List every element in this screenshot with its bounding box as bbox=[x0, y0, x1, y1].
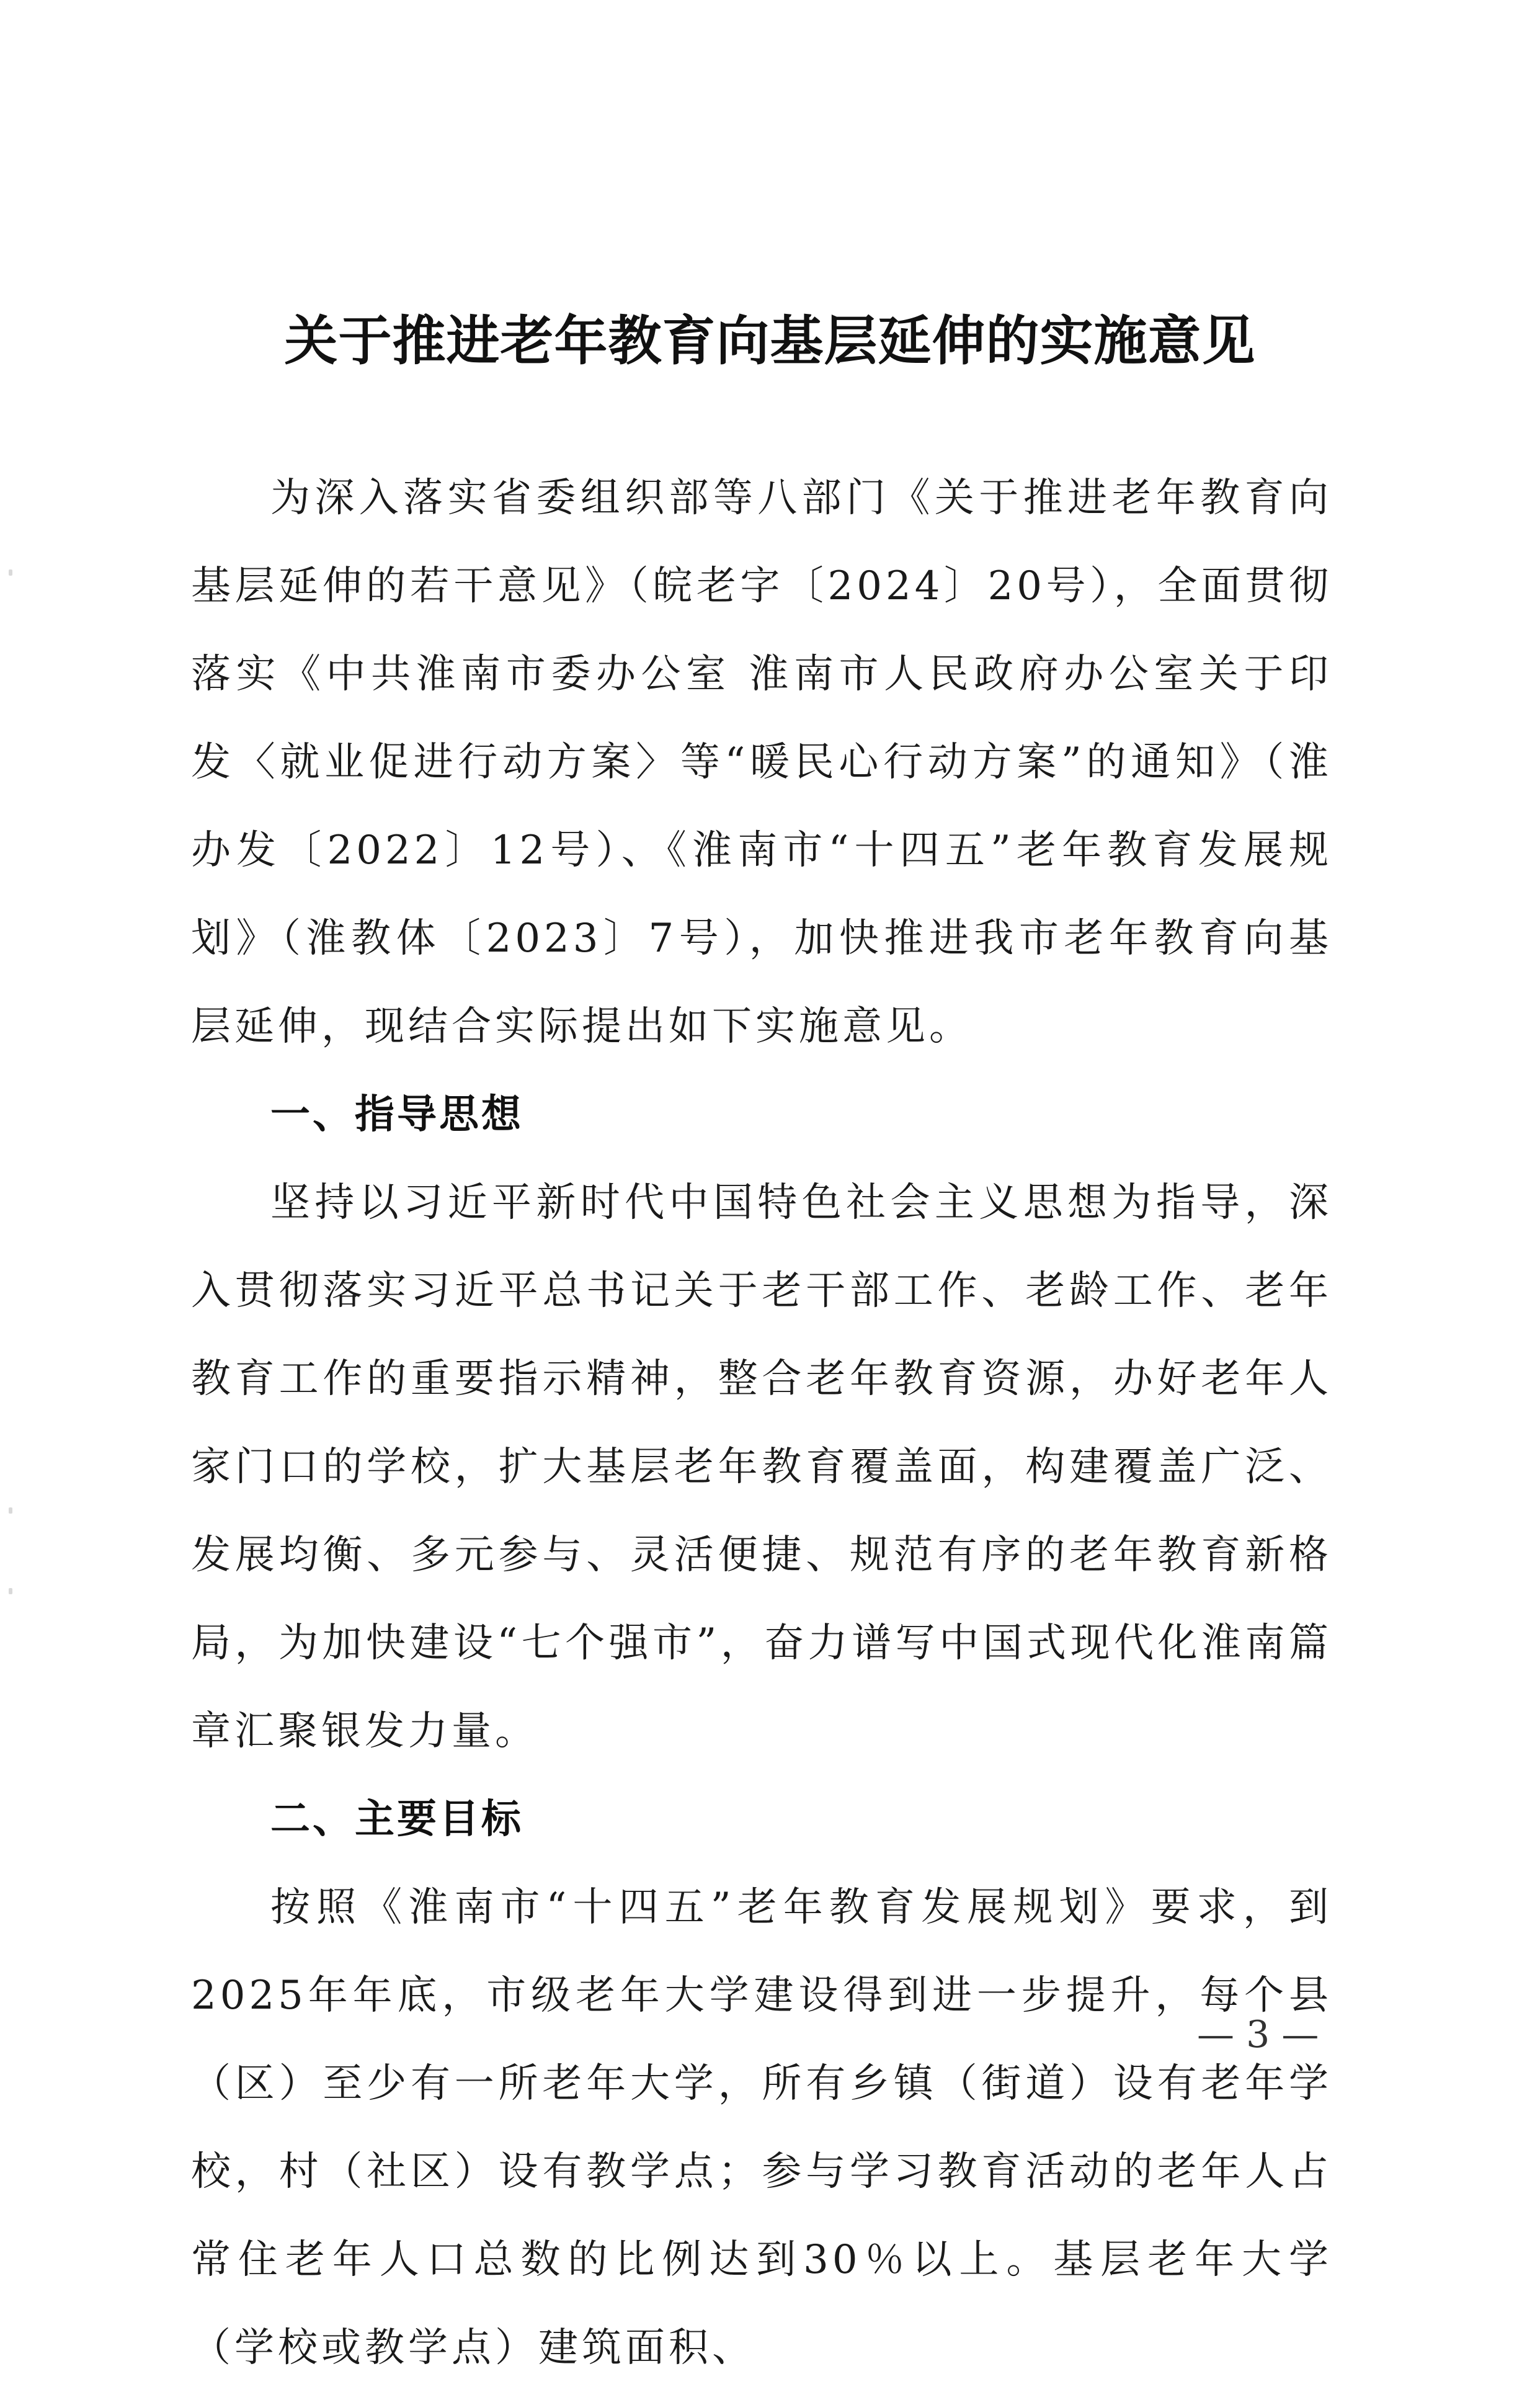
section-paragraph-main-goals: 按照《淮南市“十四五”老年教育发展规划》要求，到2025年年底，市级老年大学建设得到进一步提升，每个县（区）至少有一所老年大学，所有乡镇（街道）设有老年学校，村（社区）设有教学点；参与学习教育活动的老年人占常住老年人口总数的比例达到30％以上。基层老年大学（学校或教学点）建筑面积、 bbox=[191, 1885, 1332, 2371]
document-title: 关于推进老年教育向基层延伸的实施意见 bbox=[284, 310, 1256, 372]
scan-speck bbox=[9, 1507, 12, 1514]
scan-speck bbox=[9, 569, 12, 576]
scan-speck bbox=[9, 1588, 12, 1594]
section-paragraph-guiding-thought: 坚持以习近平新时代中国特色社会主义思想为指导，深入贯彻落实习近平总书记关于老干部工作、老龄工作、老年教育工作的重要指示精神，整合老年教育资源，办好老年人家门口的学校，扩大基层老年教育覆盖面，构建覆盖广泛、发展均衡、多元参与、灵活便捷、规范有序的老年教育新格局，为加快建设“七个强市”，奋力谱写中国式现代化淮南篇章汇聚银发力量。 bbox=[191, 1180, 1332, 1754]
section-heading-guiding-thought: 一、指导思想 bbox=[270, 1092, 523, 1138]
page-number: — 3 — bbox=[1197, 2013, 1319, 2056]
section-heading-main-goals: 二、主要目标 bbox=[270, 1796, 523, 1842]
intro-paragraph: 为深入落实省委组织部等八部门《关于推进老年教育向基层延伸的若干意见》（皖老字〔2024〕20号），全面贯彻落实《中共淮南市委办公室 淮南市人民政府办公室关于印发〈就业促进行动方案〉等“暖民心行动方案”的通知》（淮办发〔2022〕12号）、《淮南市“十四五”老年教育发展规划》（淮教体〔2023〕7号），加快推进我市老年教育向基层延伸，现结合实际提出如下实施意见。 bbox=[191, 475, 1332, 1050]
document-body bbox=[191, 454, 1332, 2392]
